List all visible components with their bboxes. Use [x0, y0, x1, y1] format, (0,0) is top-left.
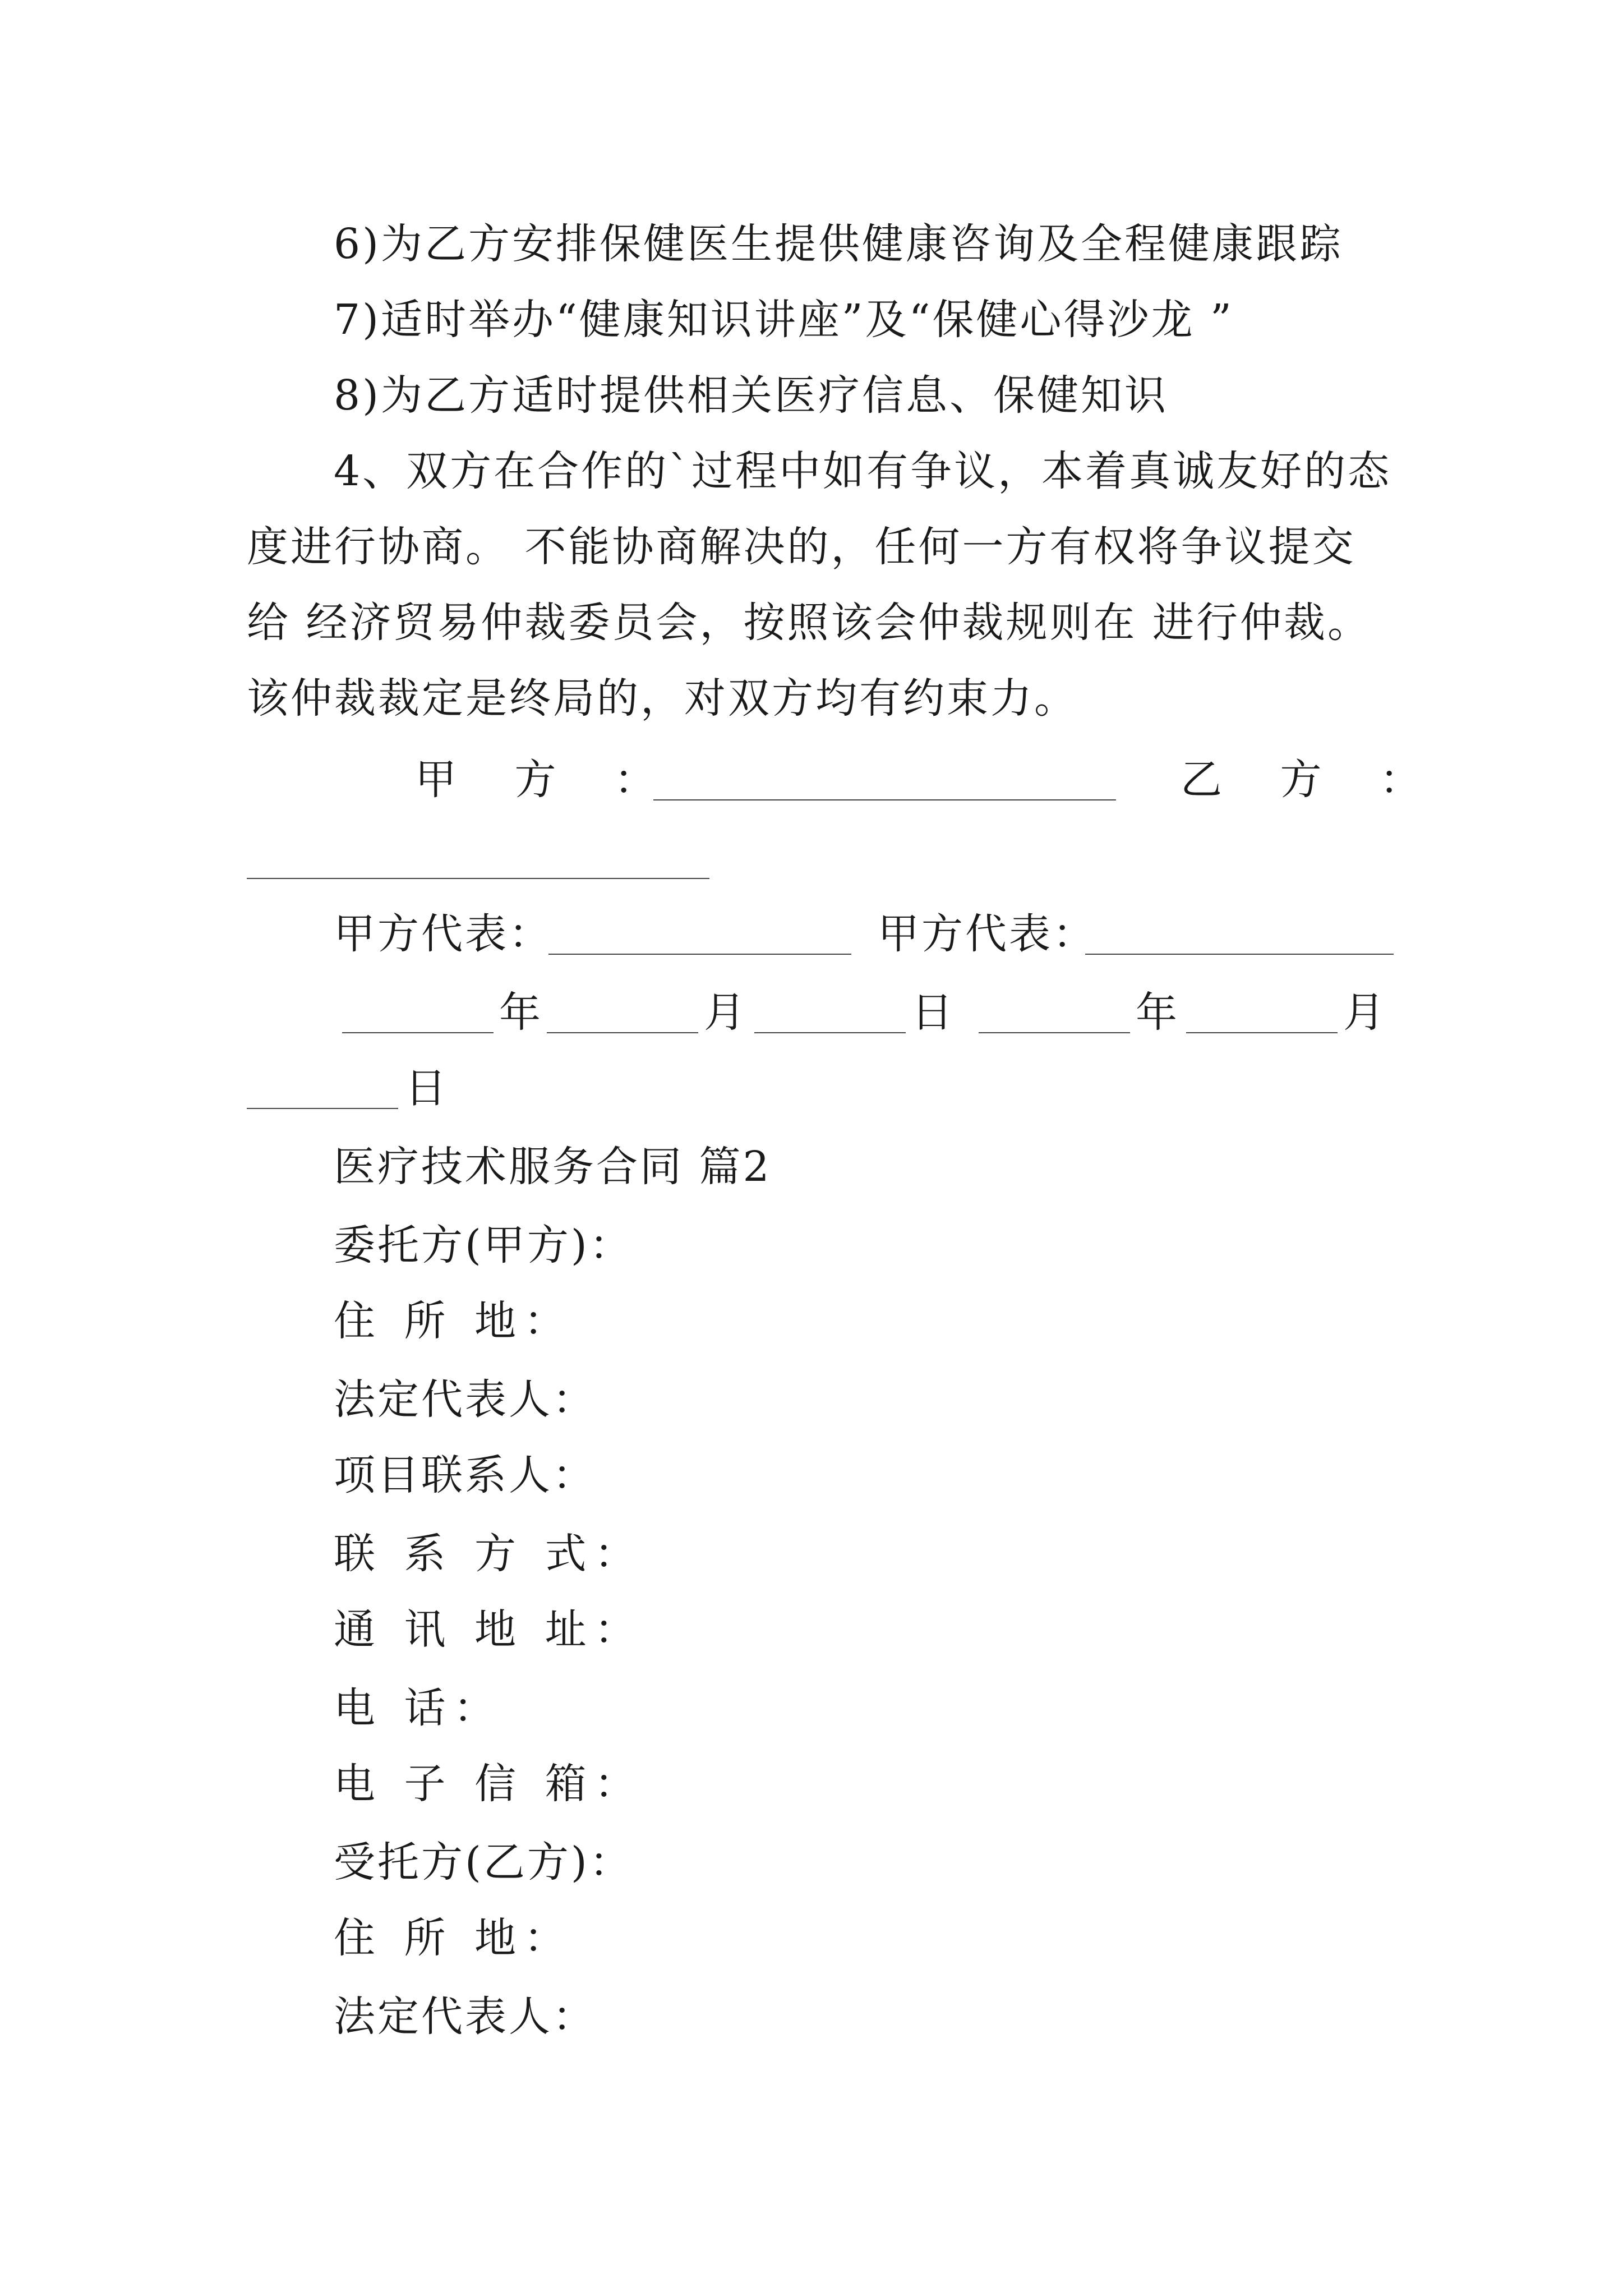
client-address-label: 住 所 地：	[334, 1297, 574, 1345]
client-mail-address-label: 通 讯 地 址：	[334, 1605, 644, 1654]
rep-a-label: 甲方代表：	[334, 910, 552, 958]
client-contact-method-label: 联 系 方 式：	[334, 1530, 644, 1578]
rep-a-signature-line	[548, 954, 851, 955]
date-b-month-label: 月	[1343, 988, 1387, 1037]
client-label: 委托方(甲方)：	[334, 1221, 633, 1269]
date-b-day-blank	[247, 1108, 398, 1109]
contract-2-title: 医疗技术服务合同 篇2	[334, 1143, 772, 1191]
item-7: 7)适时举办“健康知识讲座”及“保健心得沙龙 ”	[334, 296, 1234, 344]
contractor-label: 受托方(乙方)：	[334, 1838, 633, 1887]
date-a-day-label: 日	[911, 988, 955, 1037]
item-8: 8)为乙方适时提供相关医疗信息、保健知识	[334, 371, 1168, 420]
contractor-address-label: 住 所 地：	[334, 1914, 574, 1962]
clause-4-line-1: 4、双方在合作的`过程中如有争议，本着真诚友好的态	[334, 447, 1392, 495]
contractor-legal-rep-label: 法定代表人：	[334, 1993, 596, 2041]
date-b-month-blank	[1186, 1032, 1338, 1033]
clause-4-line-3: 给 经济贸易仲裁委员会，按照该会仲裁规则在 进行仲裁。	[247, 599, 1372, 647]
client-phone-label: 电 话：	[334, 1684, 503, 1732]
party-b-label: 乙 方 ：	[1181, 756, 1444, 804]
party-a-signature-line	[653, 799, 1116, 800]
party-b-signature-line	[247, 878, 709, 879]
date-b-day-label: 日	[405, 1064, 449, 1112]
clause-4-line-4: 该仲裁裁定是终局的，对双方均有约束力。	[247, 674, 1078, 723]
date-a-month-label: 月	[704, 988, 748, 1037]
date-a-year-label: 年	[499, 988, 543, 1037]
client-email-label: 电 子 信 箱：	[334, 1760, 644, 1808]
rep-b-signature-line	[1085, 954, 1394, 955]
clause-4-line-2: 度进行协商。 不能协商解决的，任何一方有权将争议提交	[247, 523, 1356, 571]
date-b-year-label: 年	[1136, 988, 1179, 1037]
item-6: 6)为乙方安排保健医生提供健康咨询及全程健康跟踪	[334, 220, 1343, 268]
date-a-day-blank	[754, 1032, 906, 1033]
client-contact-person-label: 项目联系人：	[334, 1451, 596, 1499]
date-b-year-blank	[979, 1032, 1130, 1033]
client-legal-rep-label: 法定代表人：	[334, 1375, 596, 1424]
party-a-label: 甲 方 ：	[415, 756, 679, 804]
date-a-year-blank	[342, 1032, 494, 1033]
rep-b-label: 甲方代表：	[878, 910, 1096, 958]
date-a-month-blank	[547, 1032, 698, 1033]
